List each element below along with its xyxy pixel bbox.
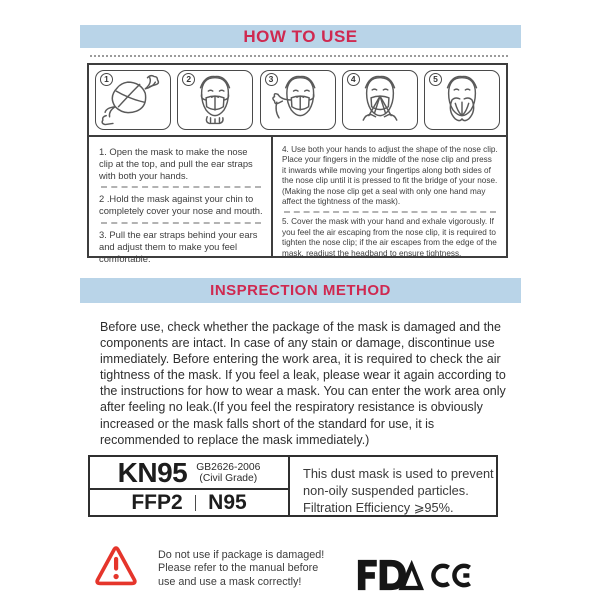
grade-label: (Civil Grade)	[199, 472, 258, 484]
rating-table	[88, 455, 498, 517]
n95-label: N95	[208, 490, 247, 514]
dotted-divider	[90, 55, 508, 57]
rating-description	[290, 457, 496, 515]
step-card-3	[260, 70, 336, 130]
instruction-step-5: 5. Cover the mask with your hand and exhale vigorously. If you feel the air escaping from the nose clip, it is required to tighten the nose clip; if the air escapes from the edge of the mask, readjust the headband to ensure tightness.	[282, 217, 497, 258]
step-number-badge: 5	[429, 73, 442, 86]
warning-line: Do not use if package is damaged!	[158, 549, 325, 561]
warning-line: use and use a mask correctly!	[158, 575, 302, 588]
step-number-badge: 2	[182, 73, 195, 86]
ffp2-n95-row	[90, 490, 288, 515]
rating-description-line: non-oily suspended particles.	[303, 483, 469, 498]
standard-label: GB2626-2006	[196, 461, 261, 473]
rating-table-left	[90, 457, 290, 515]
instruction-step-4-note: (Making the nose clip get a seal with only one hand may affect the tightness of the mask).	[282, 186, 486, 207]
instruction-step-1: 1. Open the mask to make the nose clip at the top, and pull the ear straps with both your hands.	[99, 146, 253, 181]
how-to-use-header-band	[80, 25, 521, 48]
step-number-badge: 1	[100, 73, 113, 86]
step-card-1	[95, 70, 171, 130]
inspection-paragraph: Before use, check whether the package of the mask is damaged and the components are intact. In case of any stain or damage, discontinue use immediately. Before entering the work area, it is required to check the air tightness of the mask. If you feel a leak, please wear it again according to the instructions for how to wear a mask. You can enter the work area only after feeling no leak.(If you feel the respiratory resistance is obviously increased or the mask falls short of the standard for use, it is recommended to replace the mask immediately.)	[100, 320, 506, 447]
instructions-panel	[87, 135, 508, 264]
step-card-2	[177, 70, 253, 130]
instructions-left-column	[89, 137, 273, 264]
warning-triangle-icon	[94, 542, 138, 590]
dashed-divider	[284, 211, 496, 213]
how-to-use-title: HOW TO USE	[243, 26, 358, 46]
step-card-4	[342, 70, 418, 130]
inspection-title: INSPRECTION METHOD	[210, 282, 391, 299]
instruction-step-3: 3. Pull the ear straps behind your ears and adjust them to make you feel comfortable.	[99, 228, 258, 264]
vertical-divider	[195, 495, 197, 511]
ce-mark-icon	[431, 561, 473, 590]
rating-description-line: Filtration Efficiency ⩾95%.	[303, 500, 454, 515]
step-number-badge: 3	[265, 73, 278, 86]
step-card-5	[424, 70, 500, 130]
warning-text	[158, 549, 324, 589]
kn95-label: KN95	[117, 456, 188, 488]
ffp2-label: FFP2	[131, 490, 183, 514]
standard-stack	[196, 462, 260, 484]
kn95-row	[90, 457, 288, 490]
instruction-step-2: 2 .Hold the mask against your chin to completely cover your nose and mouth.	[99, 193, 263, 217]
dashed-divider	[101, 186, 261, 188]
instruction-step-4: 4. Use both your hands to adjust the shape of the nose clip. Place your fingers in the middle of the nose clip and press it inwards while moving your fingertips along both sides of the nose clip until it is pressed to fit the bridge of your nose.	[282, 145, 498, 186]
steps-panel	[87, 63, 508, 137]
warning-line: Please refer to the manual before	[158, 562, 319, 575]
dashed-divider	[101, 222, 261, 224]
inspection-header-band	[80, 278, 521, 303]
step-number-badge: 4	[347, 73, 360, 86]
fda-logo-icon	[356, 557, 424, 593]
instructions-right-column	[273, 137, 506, 256]
rating-description-line: This dust mask is used to prevent	[303, 466, 494, 481]
